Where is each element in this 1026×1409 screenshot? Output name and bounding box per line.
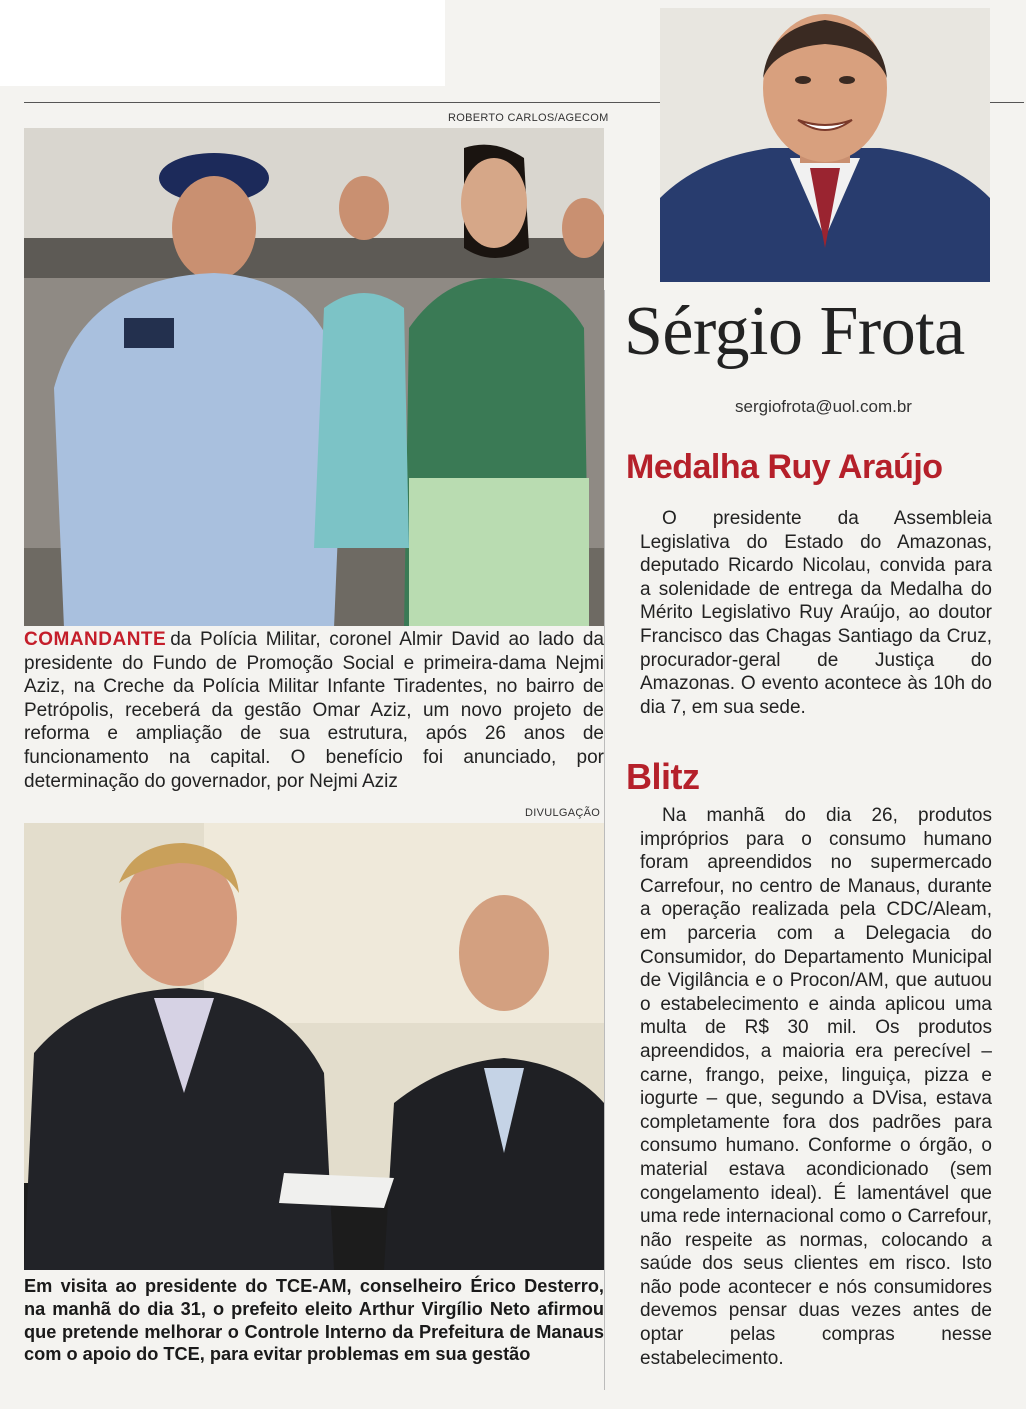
blank-corner: [0, 0, 445, 86]
bottom-news-photo: [24, 823, 604, 1270]
caption-text: da Polícia Militar, coronel Almir David ao lado da presidente do Fundo de Promoção Social e primeira-dama Nejmi Aziz, na Creche da Polícia Militar Infante Tiradentes, no bairro de Petrópolis, receberá da gestão Omar Aziz, um novo projeto de reforma e ampliação de sua estrutura, após 26 anos de funcionamento na capital. O benefício foi anunciado, por determinação do governador, por Nejmi Aziz: [24, 629, 604, 792]
columnist-portrait: [660, 8, 990, 282]
article-paragraph: O presidente da Assembleia Legislativa do Estado do Amazonas, deputado Ricardo Nicolau, convida para a solenidade de entrega da Medalha do Mérito Legislativo Ruy Araújo, ao doutor Francisco das Chagas Santiago da Cruz, procurador-geral de Justiça do Amazonas. O evento acontece às 10h do dia 7, em sua sede.: [640, 508, 992, 718]
columnist-name: Sérgio Frota: [624, 293, 965, 370]
top-photo-credit: ROBERTO CARLOS/AGECOM: [448, 112, 609, 124]
column-divider: [604, 290, 605, 1390]
caption-lead-word: COMANDANTE: [24, 629, 167, 650]
article-body-blitz: [640, 804, 992, 1370]
article-body-medalha: [640, 507, 992, 719]
top-photo-caption: [24, 628, 604, 793]
article-title-blitz: Blitz: [626, 756, 700, 797]
article-title-medalha: Medalha Ruy Araújo: [626, 448, 943, 486]
columnist-email[interactable]: sergiofrota@uol.com.br: [735, 397, 912, 416]
bottom-photo-caption: Em visita ao presidente do TCE-AM, conselheiro Érico Desterro, na manhã do dia 31, o prefeito eleito Arthur Virgílio Neto afirmou que pretende melhorar o Controle Interno da Prefeitura de Manaus com o apoio do TCE, para evitar problemas em sua gestão: [24, 1276, 604, 1365]
top-news-photo: [24, 128, 604, 626]
article-paragraph: Na manhã do dia 26, produtos impróprios para o consumo humano foram apreendidos no supermercado Carrefour, no centro de Manaus, durante a operação realizada pela CDC/Aleam, em parceria com a Delegacia do Consumidor, do Departamento Municipal de Vigilância e o Procon/AM, que autuou o estabelecimento e ainda aplicou uma multa de R$ 30 mil. Os produtos apreendidos, a maioria era perecível – carne, frango, peixe, linguiça, pizza e iogurte – que, segundo a DVisa, estava completamente fora dos padrões para consumo humano. Conforme o órgão, o material estava acondicionado (sem congelamento ideal). É lamentável que uma rede internacional como o Carrefour, não respeite as normas, colocando a saúde dos seus clientes em risco. Isto não pode acontecer e nós consumidores devemos pensar duas vezes antes de optar pelas compras nesse estabelecimento.: [640, 805, 992, 1369]
bottom-photo-credit: DIVULGAÇÃO: [525, 807, 601, 819]
